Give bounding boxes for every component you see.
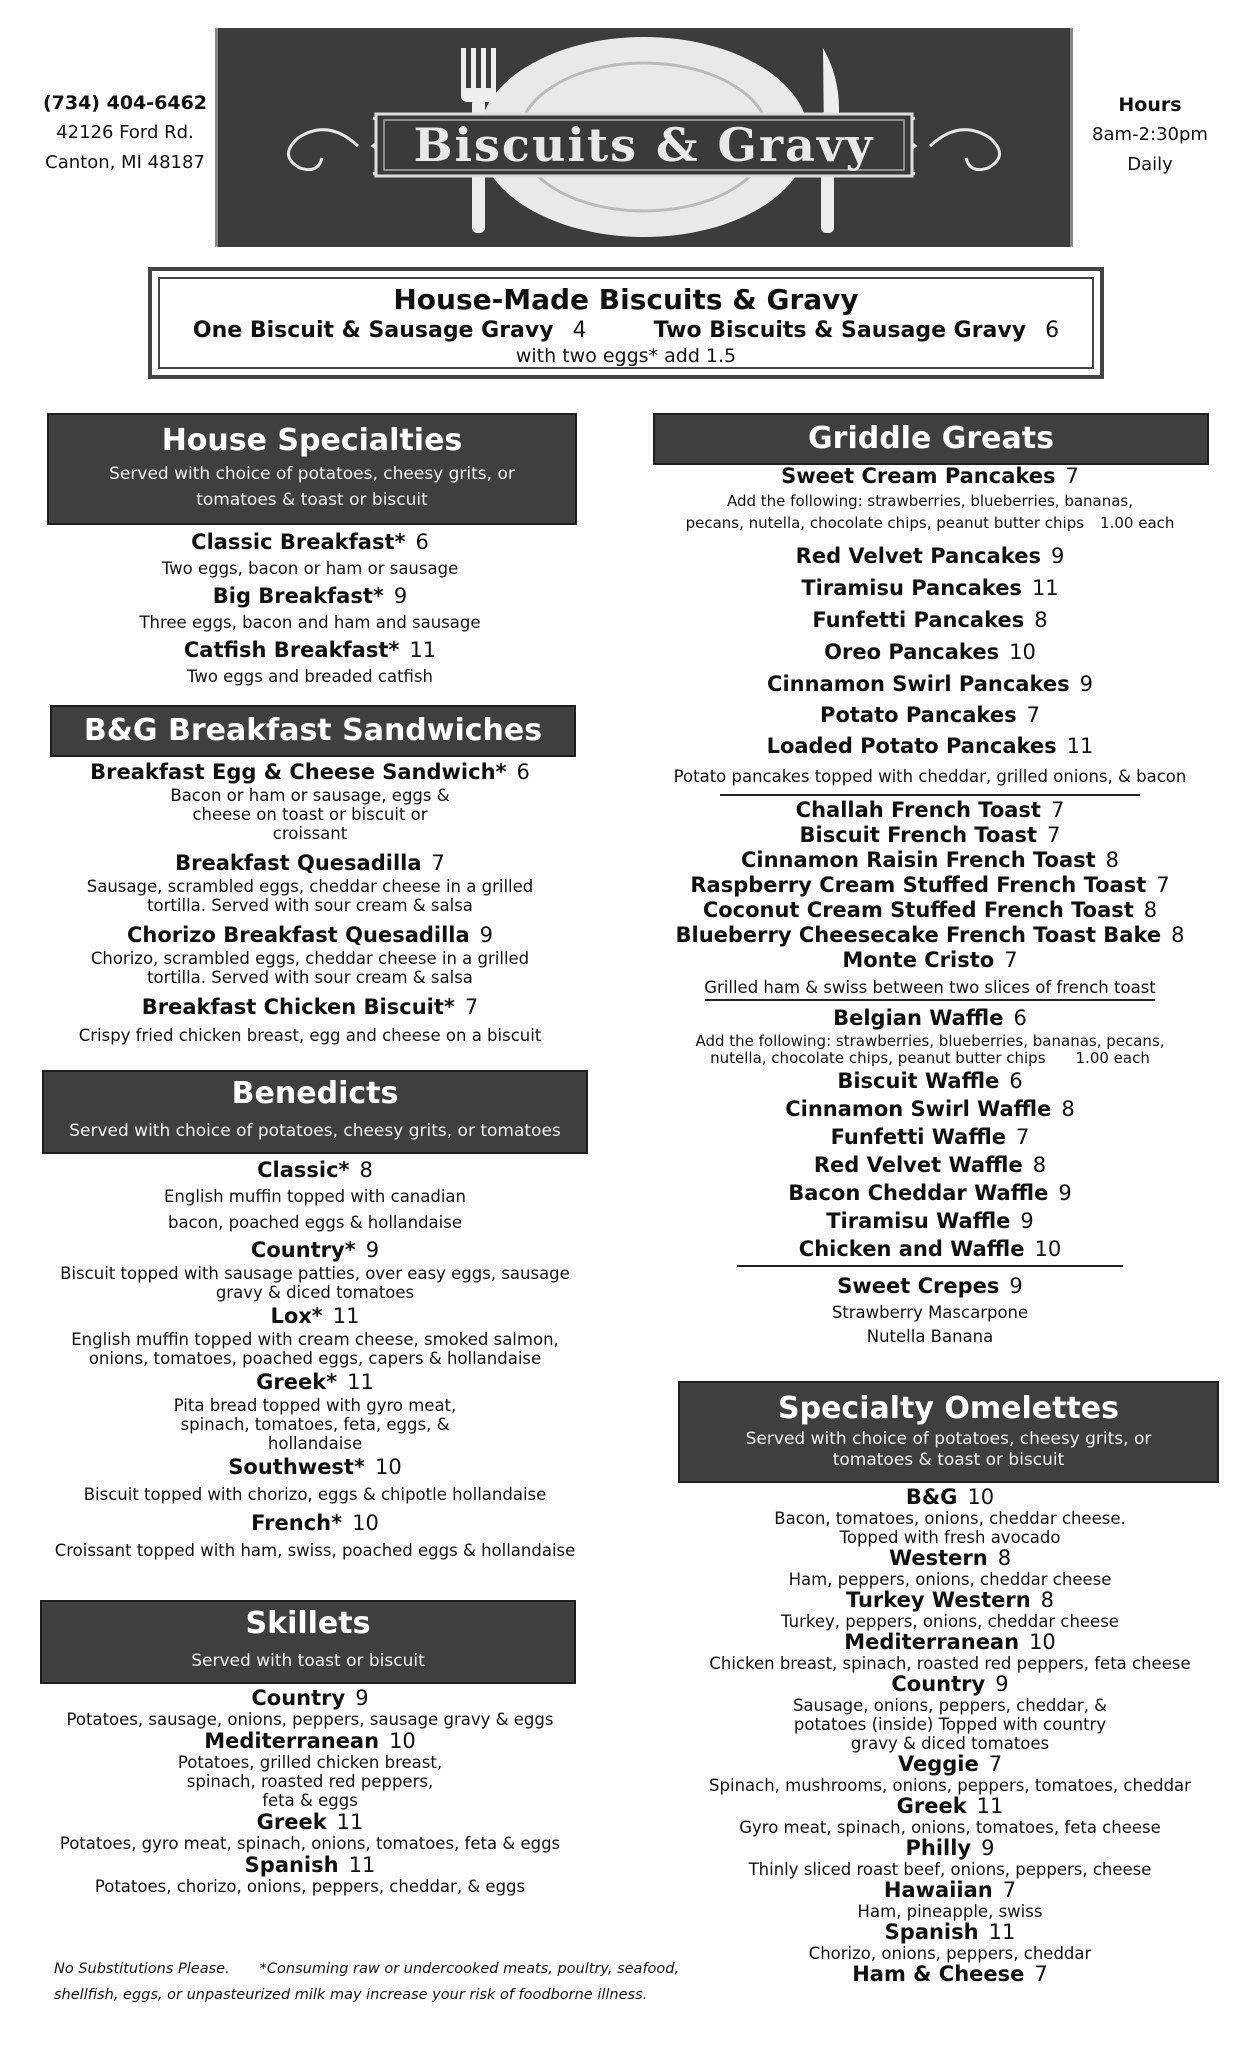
menu-item-price: 11 <box>409 638 437 662</box>
menu-item-name <box>695 1879 1205 1902</box>
menu-item-desc: Grilled ham & swiss between two slices of french toast <box>704 978 1156 997</box>
menu-item-name <box>650 604 1210 636</box>
menu-item-label: Greek <box>256 1810 327 1834</box>
street-address: 42126 Ford Rd. <box>56 122 194 143</box>
menu-item-name <box>40 1302 590 1330</box>
menu-item-name <box>650 1179 1210 1207</box>
menu-item-name <box>650 1271 1210 1301</box>
menu-item-name <box>695 1589 1205 1612</box>
omelettes-title: Specialty Omelettes <box>778 1391 1119 1426</box>
menu-item-price: 9 <box>365 1238 380 1262</box>
consumption-warning-cont: shellfish, eggs, or unpasteurized milk may increase your risk of foodborne illness. <box>54 1987 648 2003</box>
skillets-list <box>40 1686 580 1896</box>
menu-item-label: Bacon Cheddar Waffle <box>788 1181 1049 1205</box>
addon-text: 1.00 each <box>1075 1049 1150 1067</box>
menu-item-desc: Two eggs, bacon or ham or sausage <box>161 559 459 578</box>
menu-item-name <box>650 1095 1210 1123</box>
menu-item-price: 10 <box>352 1511 379 1535</box>
menu-item-label: Catfish Breakfast* <box>183 638 400 662</box>
addons-line: Add the following: strawberries, blueberries, bananas, <box>726 492 1134 510</box>
menu-item-price: 7 <box>988 1752 1003 1776</box>
menu-item-label: B&G <box>905 1485 958 1509</box>
menu-item-label: Breakfast Chicken Biscuit* <box>141 995 455 1019</box>
menu-item-price: 11 <box>976 1794 1004 1818</box>
menu-item-name <box>695 1673 1205 1696</box>
menu-item-desc: Spinach, mushrooms, onions, peppers, tomatoes, cheddar <box>709 1776 1191 1795</box>
menu-item-desc: Bacon or ham or sausage, eggs & cheese on toast or biscuit or croissant <box>170 786 450 843</box>
menu-item-name <box>40 1853 580 1877</box>
menu-item-label: Tiramisu Pancakes <box>801 576 1022 600</box>
menu-item-price: 10 <box>374 1455 402 1479</box>
menu-item-name <box>650 1123 1210 1151</box>
menu-item-name <box>650 700 1210 730</box>
menu-item-price: 10 <box>1009 640 1036 664</box>
menu-item-label: Monte Cristo <box>842 948 995 972</box>
menu-item-name <box>40 528 580 556</box>
menu-item-label: Red Velvet Waffle <box>813 1153 1023 1177</box>
divider <box>737 1265 1123 1267</box>
house-specialties-subtitle: Served with choice of potatoes, cheesy grits, or tomatoes & toast or biscuit <box>109 464 515 510</box>
menu-item-label: Challah French Toast <box>795 798 1041 822</box>
griddle-title: Griddle Greats <box>808 421 1054 456</box>
menu-item-name <box>650 873 1210 898</box>
menu-item-name <box>40 1729 580 1753</box>
two-biscuits-name: Two Biscuits & Sausage Gravy <box>653 318 1027 343</box>
city-address: Canton, MI 48187 <box>45 152 205 173</box>
addons-line <box>650 512 1210 534</box>
menu-item-desc: Ham, pineapple, swiss <box>857 1902 1043 1921</box>
menu-item-price: 7 <box>431 851 445 875</box>
house-made-title: House-Made Biscuits & Gravy <box>393 283 859 316</box>
menu-item-name <box>40 1810 580 1834</box>
house-specialties-title: House Specialties <box>161 423 463 458</box>
menu-item-desc: Potato pancakes topped with cheddar, grilled onions, & bacon <box>673 767 1187 786</box>
menu-item-name <box>650 1207 1210 1235</box>
menu-item-label: Biscuit Waffle <box>837 1069 1000 1093</box>
menu-item-price: 8 <box>1061 1097 1075 1121</box>
menu-item-name <box>650 923 1210 948</box>
menu-item-name <box>650 668 1210 700</box>
menu-item-label: Greek* <box>256 1370 338 1394</box>
menu-item-label: Breakfast Quesadilla <box>175 851 422 875</box>
menu-item-name <box>40 1236 590 1264</box>
menu-item-name <box>695 1837 1205 1860</box>
menu-item-name <box>650 636 1210 668</box>
skillets-header <box>40 1600 576 1684</box>
menu-item-label: Spanish <box>884 1920 979 1944</box>
crepe-option: Strawberry Mascarpone <box>831 1303 1029 1322</box>
menu-item-price: 11 <box>1066 734 1094 758</box>
consumption-warning: *Consuming raw or undercooked meats, poultry, seafood, <box>259 1961 680 1977</box>
phone-number: (734) 404-6462 <box>42 92 208 114</box>
omelettes-subtitle: Served with choice of potatoes, cheesy grits, or tomatoes & toast or biscuit <box>745 1429 1152 1470</box>
menu-item-desc: Biscuit topped with chorizo, eggs & chipotle hollandaise <box>83 1485 547 1504</box>
menu-item-name <box>40 1686 580 1710</box>
menu-item-price: 11 <box>336 1810 364 1834</box>
menu-item-desc: Potatoes, gyro meat, spinach, onions, tomatoes, feta & eggs <box>59 1834 561 1853</box>
menu-item-price: 7 <box>1047 823 1061 847</box>
menu-item-desc: Three eggs, bacon and ham and sausage <box>139 613 481 632</box>
menu-item-price: 11 <box>988 1920 1016 1944</box>
menu-item-name <box>650 798 1210 823</box>
logo <box>215 28 1073 247</box>
menu-item-label: Classic* <box>257 1158 350 1182</box>
menu-item-price: 8 <box>997 1546 1012 1570</box>
menu-item-price: 7 <box>1065 464 1079 488</box>
menu-item-price: 9 <box>981 1836 995 1860</box>
menu-item-price: 9 <box>1079 672 1093 696</box>
menu-item-label: Cinnamon Swirl Pancakes <box>767 672 1070 696</box>
addons-line <box>650 1050 1210 1067</box>
menu-item-price: 8 <box>1171 923 1185 947</box>
menu-item-label: Ham & Cheese <box>852 1962 1025 1986</box>
menu-item-price: 7 <box>1034 1962 1048 1986</box>
menu-item-price: 7 <box>1050 798 1065 822</box>
menu-item-label: Chorizo Breakfast Quesadilla <box>126 923 470 947</box>
menu-item-label: Classic Breakfast* <box>191 530 406 554</box>
menu-item-label: Sweet Cream Pancakes <box>781 464 1056 488</box>
menu-item-label: Philly <box>905 1836 972 1860</box>
divider <box>720 794 1140 796</box>
menu-item-price: 11 <box>348 1853 376 1877</box>
menu-item-name <box>695 1486 1205 1509</box>
menu-item-name <box>40 758 580 786</box>
hours-title: Hours <box>1118 94 1182 116</box>
menu-item-label: Mediterranean <box>844 1630 1020 1654</box>
menu-item-name <box>650 540 1210 572</box>
house-made-box <box>148 267 1104 379</box>
menu-item-label: Oreo Pancakes <box>824 640 1000 664</box>
menu-item-price: 9 <box>355 1686 369 1710</box>
menu-item-price: 6 <box>516 760 530 784</box>
menu-item-label: Greek <box>896 1794 967 1818</box>
disclaimer <box>54 1956 694 2008</box>
menu-item-label: Country* <box>250 1238 356 1262</box>
addon-text: nutella, chocolate chips, peanut butter chips <box>710 1049 1046 1067</box>
skillets-subtitle: Served with toast or biscuit <box>191 1651 425 1671</box>
menu-item-label: Biscuit French Toast <box>799 823 1038 847</box>
house-specialties-list <box>40 528 580 690</box>
menu-item-desc: English muffin topped with canadian bacon, poached eggs & hollandaise <box>163 1187 467 1232</box>
menu-item-price: 9 <box>995 1672 1009 1696</box>
benedicts-header <box>42 1070 588 1154</box>
menu-item-label: Funfetti Pancakes <box>812 608 1025 632</box>
menu-item-price: 7 <box>1002 1878 1017 1902</box>
menu-item-price: 9 <box>1020 1209 1034 1233</box>
eggs-addon: with two eggs* add 1.5 <box>515 345 737 367</box>
menu-item-label: Coconut Cream Stuffed French Toast <box>702 898 1134 922</box>
crepe-option: Nutella Banana <box>866 1327 994 1346</box>
menu-item-desc: Bacon, tomatoes, onions, cheddar cheese. Topped with fresh avocado <box>774 1509 1126 1547</box>
hours-info <box>1080 90 1220 180</box>
menu-item-name <box>695 1921 1205 1944</box>
menu-item-label: Country <box>891 1672 986 1696</box>
griddle-list <box>650 462 1210 1349</box>
menu-item-desc: Chorizo, scrambled eggs, cheddar cheese in a grilled tortilla. Served with sour cream & salsa <box>90 949 530 987</box>
menu-item-desc: Sausage, onions, peppers, cheddar, & potatoes (inside) Topped with country gravy & diced tomatoes <box>792 1696 1108 1753</box>
menu-item-label: French* <box>251 1511 343 1535</box>
house-specialties-header <box>47 413 577 525</box>
menu-item-label: Lox* <box>270 1304 323 1328</box>
menu-item-name <box>40 921 580 949</box>
two-biscuits-price: 6 <box>1045 318 1060 343</box>
menu-item-label: Chicken and Waffle <box>798 1237 1025 1261</box>
hours-days: Daily <box>1127 154 1173 175</box>
menu-item-name <box>650 1067 1210 1095</box>
menu-item-desc: Potatoes, sausage, onions, peppers, sausage gravy & eggs <box>66 1710 554 1729</box>
menu-item-price: 10 <box>389 1729 416 1753</box>
menu-item-label: Red Velvet Pancakes <box>795 544 1041 568</box>
menu-item-name <box>695 1631 1205 1654</box>
menu-item-price: 9 <box>479 923 494 947</box>
menu-item-price: 8 <box>359 1158 373 1182</box>
menu-item-label: Blueberry Cheesecake French Toast Bake <box>675 923 1162 947</box>
menu-item-desc: Potatoes, grilled chicken breast, spinach, roasted red peppers, feta & eggs <box>177 1753 443 1810</box>
menu-item-price: 6 <box>1009 1069 1023 1093</box>
menu-item-label: Belgian Waffle <box>833 1006 1004 1030</box>
menu-item-desc: Thinly sliced roast beef, onions, peppers, cheese <box>748 1860 1152 1879</box>
menu-item-label: Southwest* <box>228 1455 365 1479</box>
skillets-title: Skillets <box>245 1606 371 1641</box>
menu-item-price: 6 <box>415 530 429 554</box>
menu-item-desc: Sausage, scrambled eggs, cheddar cheese in a grilled tortilla. Served with sour cream & salsa <box>86 877 534 915</box>
menu-item-label: Funfetti Waffle <box>830 1125 1007 1149</box>
menu-item-label: Western <box>888 1546 988 1570</box>
menu-item-name <box>650 1235 1210 1263</box>
menu-item-price: 9 <box>393 584 408 608</box>
hours-time: 8am-2:30pm <box>1092 124 1208 145</box>
menu-item-desc: Two eggs and breaded catfish <box>186 667 433 686</box>
menu-item-desc: Chicken breast, spinach, roasted red peppers, feta cheese <box>709 1654 1191 1673</box>
menu-item-price: 7 <box>464 995 479 1019</box>
menu-item-label: Big Breakfast* <box>212 584 384 608</box>
menu-item-name <box>695 1547 1205 1570</box>
menu-item-name <box>40 582 580 610</box>
menu-item-label: Country <box>251 1686 346 1710</box>
sandwiches-header <box>50 705 576 757</box>
no-substitutions: No Substitutions Please. <box>54 1961 230 1977</box>
menu-item-price: 7 <box>1004 948 1018 972</box>
addons-line: Add the following: strawberries, blueberries, bananas, pecans, <box>695 1032 1165 1050</box>
menu-item-desc: Chorizo, onions, peppers, cheddar <box>808 1944 1092 1963</box>
menu-item-price: 8 <box>1040 1588 1055 1612</box>
menu-item-price: 7 <box>1026 703 1040 727</box>
contact-info <box>40 88 210 178</box>
menu-item-name <box>650 948 1210 973</box>
menu-item-desc: Biscuit topped with sausage patties, over easy eggs, sausage gravy & diced tomatoes <box>60 1264 570 1302</box>
menu-item-name <box>650 730 1210 762</box>
menu-item-desc: Crispy fried chicken breast, egg and cheese on a biscuit <box>78 1026 542 1045</box>
menu-item-name <box>650 898 1210 923</box>
sandwiches-title: B&G Breakfast Sandwiches <box>83 713 543 748</box>
menu-item-price: 8 <box>1143 898 1158 922</box>
omelettes-header <box>678 1381 1219 1483</box>
menu-item-name <box>650 823 1210 848</box>
menu-item-price: 10 <box>1034 1237 1062 1261</box>
griddle-header <box>653 413 1209 465</box>
menu-item-price: 11 <box>347 1370 374 1394</box>
menu-item-name <box>40 1509 590 1537</box>
one-biscuit-name: One Biscuit & Sausage Gravy <box>192 318 554 343</box>
menu-item-price: 9 <box>1009 1274 1023 1298</box>
menu-item-name <box>650 462 1210 490</box>
menu-item-desc: Pita bread topped with gyro meat, spinach, tomatoes, feta, eggs, & hollandaise <box>173 1396 457 1453</box>
menu-item-price: 8 <box>1032 1153 1047 1177</box>
menu-item-name <box>695 1795 1205 1818</box>
menu-item-price: 7 <box>1016 1125 1030 1149</box>
menu-item-label: Spanish <box>244 1853 339 1877</box>
menu-item-desc: Ham, peppers, onions, cheddar cheese <box>788 1570 1112 1589</box>
menu-item-label: Mediterranean <box>204 1729 380 1753</box>
menu-item-label: Sweet Crepes <box>837 1274 1000 1298</box>
menu-item-label: Raspberry Cream Stuffed French Toast <box>690 873 1147 897</box>
addon-text: pecans, nutella, chocolate chips, peanut butter chips <box>685 514 1085 532</box>
menu-item-price: 11 <box>1031 576 1059 600</box>
benedicts-title: Benedicts <box>231 1076 399 1111</box>
menu-item-name <box>40 849 580 877</box>
menu-item-name <box>40 1453 590 1481</box>
sandwiches-list <box>40 758 580 1051</box>
menu-item-name <box>40 993 580 1021</box>
menu-item-label: Breakfast Egg & Cheese Sandwich* <box>90 760 507 784</box>
menu-item-label: Cinnamon Raisin French Toast <box>740 848 1096 872</box>
menu-item-price: 8 <box>1034 608 1048 632</box>
menu-item-desc: Turkey, peppers, onions, cheddar cheese <box>781 1612 1119 1631</box>
menu-item-label: Potato Pancakes <box>820 703 1017 727</box>
one-biscuit-price: 4 <box>572 318 587 343</box>
menu-item-label: Cinnamon Swirl Waffle <box>785 1097 1052 1121</box>
menu-item-name <box>650 1151 1210 1179</box>
menu-item-price: 10 <box>1029 1630 1056 1654</box>
menu-item-price: 7 <box>1156 873 1170 897</box>
logo-title: Biscuits & Gravy <box>413 118 875 172</box>
menu-item-label: Loaded Potato Pancakes <box>766 734 1057 758</box>
menu-item-price: 10 <box>967 1485 995 1509</box>
menu-item-label: Turkey Western <box>845 1588 1031 1612</box>
menu-item-name <box>40 636 580 664</box>
menu-item-name <box>40 1368 590 1396</box>
menu-item-name <box>695 1753 1205 1776</box>
menu-item-label: Hawaiian <box>883 1878 993 1902</box>
menu-item-price: 6 <box>1013 1006 1027 1030</box>
menu-item-label: Tiramisu Waffle <box>826 1209 1011 1233</box>
menu-item-desc: Potatoes, chorizo, onions, peppers, cheddar, & eggs <box>94 1877 526 1896</box>
omelettes-list <box>695 1486 1205 1986</box>
menu-item-price: 8 <box>1105 848 1120 872</box>
menu-item-name <box>695 1963 1205 1986</box>
benedicts-list <box>40 1156 590 1565</box>
menu-item-price: 9 <box>1058 1181 1072 1205</box>
benedicts-subtitle: Served with choice of potatoes, cheesy grits, or tomatoes <box>69 1121 561 1141</box>
menu-item-name <box>650 848 1210 873</box>
menu-item-name <box>650 572 1210 604</box>
menu-item-name <box>40 1156 590 1184</box>
menu-item-price: 11 <box>332 1304 360 1328</box>
menu-item-desc: Gyro meat, spinach, onions, tomatoes, feta cheese <box>739 1818 1161 1837</box>
menu-item-price: 9 <box>1050 544 1065 568</box>
menu-item-desc: Croissant topped with ham, swiss, poached eggs & hollandaise <box>54 1541 576 1560</box>
menu-item-name <box>650 1003 1210 1033</box>
menu-item-label: Veggie <box>897 1752 979 1776</box>
menu-item-desc: English muffin topped with cream cheese, smoked salmon, onions, tomatoes, poached eggs, capers & hollandaise <box>71 1330 559 1368</box>
addon-text: 1.00 each <box>1100 514 1175 532</box>
